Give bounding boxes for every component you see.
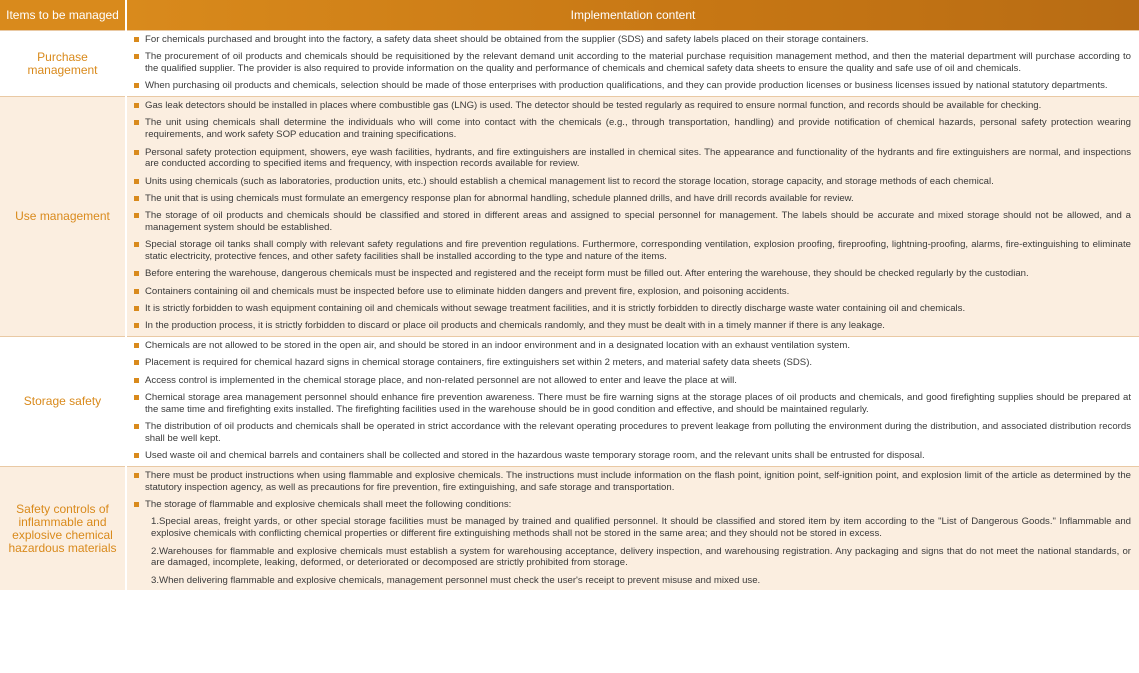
square-bullet-icon [134,103,139,108]
list-item: Containers containing oil and chemicals must be inspected before use to eliminate hidden dangers and prevent fire, explosion, and poisoning accidents. [133,286,1131,298]
list-item: The unit that is using chemicals must formulate an emergency response plan for abnormal handling, schedule planned drills, and have drill records available for review. [133,193,1131,205]
square-bullet-icon [134,213,139,218]
section-row-safety-controls [0,467,1139,591]
list-item: Chemicals are not allowed to be stored in the open air, and should be stored in an indoor environment and in a designated location with an exhaust ventilation system. [133,340,1131,352]
square-bullet-icon [134,395,139,400]
list-item: The storage of oil products and chemicals should be classified and stored in different areas and assigned to special personnel for management. The labels should be accurate and mixed storage should not be allowed, and a management system should be established. [133,210,1131,234]
section-title: Safety controls of inflammable and explosive chemical hazardous materials [0,467,126,591]
square-bullet-icon [134,289,139,294]
item-number: 2. [151,545,160,557]
table-header-row [0,0,1139,31]
list-item: For chemicals purchased and brought into the factory, a safety data sheet should be obtained from the supplier (SDS) and safety labels placed on their storage containers. [133,34,1131,46]
square-bullet-icon [134,378,139,383]
list-item: In the production process, it is strictly forbidden to discard or place oil products and chemicals randomly, and they must be dealt with in a timely manner if there is any leakage. [133,320,1131,332]
section-row-storage [0,337,1139,467]
numbered-item: 1.Special areas, freight yards, or other special storage facilities must be managed by trained and qualified personnel. It should be classified and stored item by item according to the "List of Dangerous Goods." Inflammable and explosive chemicals with conflicting chemical properties or different fire extinguishing methods shall not be stored in the same area; and they should not be stored in excess. [151,516,1131,540]
square-bullet-icon [134,424,139,429]
section-content [126,337,1139,467]
square-bullet-icon [134,120,139,125]
square-bullet-icon [134,343,139,348]
square-bullet-icon [134,306,139,311]
square-bullet-icon [134,242,139,247]
header-implementation-content: Implementation content [126,0,1139,31]
square-bullet-icon [134,502,139,507]
list-item: Personal safety protection equipment, showers, eye wash facilities, hydrants, and fire extinguishers are installed in chemical sites. The appearance and functionality of the hydrants and fire extinguishers are normal, and inspections are conducted according to specified items and frequency, with inspection records available for review. [133,147,1131,171]
section-row-purchase [0,31,1139,97]
square-bullet-icon [134,360,139,365]
list-item: The unit using chemicals shall determine the individuals who will come into contact with the chemicals (e.g., through transportation, handling) and provide notification of chemical hazards, personal safety protection wearing requirements, and work safety SOP education and training specifications. [133,117,1131,141]
header-items-managed: Items to be managed [0,0,126,31]
square-bullet-icon [134,150,139,155]
item-number: 1. [151,516,160,528]
list-item: Before entering the warehouse, dangerous chemicals must be inspected and registered and the receipt form must be filled out. After entering the warehouse, they should be checked regularly by the custodian. [133,268,1131,280]
square-bullet-icon [134,323,139,328]
list-item: When purchasing oil products and chemicals, selection should be made of those enterprises with production qualifications, and they can provide production licenses or business licenses issued by national statutory departments. [133,80,1131,92]
list-item: Placement is required for chemical hazard signs in chemical storage containers, fire extinguishers set within 2 meters, and material safety data sheets (SDS). [133,357,1131,369]
square-bullet-icon [134,83,139,88]
square-bullet-icon [134,37,139,42]
square-bullet-icon [134,473,139,478]
list-item: Units using chemicals (such as laboratories, production units, etc.) should establish a chemical management list to record the storage location, storage capacity, and storage methods of each chemical. [133,176,1131,188]
list-item: Special storage oil tanks shall comply with relevant safety regulations and fire prevention regulations. Furthermore, corresponding ventilation, explosion proofing, fireproofing, lightning-proofing, alarms, fire-extinguishing to eliminate static electricity, protective fences, and other safety facilities shall be installed according to the type and nature of the items. [133,239,1131,263]
square-bullet-icon [134,453,139,458]
list-item: Used waste oil and chemical barrels and containers shall be collected and stored in the hazardous waste temporary storage room, and the relevant units shall be entrusted for disposal. [133,450,1131,462]
numbered-item: 3.When delivering flammable and explosive chemicals, management personnel must check the user's receipt to prevent misuse and mixed use. [151,574,761,586]
square-bullet-icon [134,196,139,201]
list-item: The procurement of oil products and chemicals should be requisitioned by the relevant demand unit according to the material purchase requisition management method, and then the material department will purchase according to the qualified supplier. The provider is also required to provide information on the quality and performance of chemicals and chemical safety data sheets to ensure the quality and safe use of oil and chemicals. [133,51,1131,75]
section-title: Purchase management [0,31,126,97]
square-bullet-icon [134,271,139,276]
section-title: Use management [0,97,126,337]
section-content [126,97,1139,337]
list-item: The distribution of oil products and chemicals shall be operated in strict accordance with the relevant operating procedures to prevent leakage from polluting the environment during the distribution, and associated distribution records shall be well kept. [133,421,1131,445]
list-item: Access control is implemented in the chemical storage place, and non-related personnel are not allowed to enter and leave the place at will. [133,375,1131,387]
numbered-item: 2.Warehouses for flammable and explosive chemicals must establish a system for warehousing acceptance, delivery inspection, and warehousing registration. Any packaging and signs that do not meet the national standards, or are damaged, incomplete, leaking, deformed, or deteriorated or decomposed are strictly prohibited from storage. [151,545,1131,569]
section-content [126,31,1139,97]
list-item: There must be product instructions when using flammable and explosive chemicals. The instructions must include information on the flash point, ignition point, self-ignition point, and explosion limit of the article as determined by the statutory inspection agency, as well as precautions for fire prevention, fire extinguishing, and safe storage and transportation. [133,470,1131,494]
section-row-use [0,97,1139,337]
list-item: Chemical storage area management personnel should enhance fire prevention awareness. There must be fire warning signs at the storage places of oil products and chemicals, and good firefighting supplies should be prepared at the same time and firefighting exits installed. The firefighting facilities used in the warehouse should be in good condition and effective, and should be maintained regularly. [133,392,1131,416]
square-bullet-icon [134,179,139,184]
section-content [126,467,1139,591]
item-number: 3. [151,574,160,586]
list-item: It is strictly forbidden to wash equipment containing oil and chemicals without sewage treatment facilities, and it is strictly forbidden to directly discharge waste water containing oil and chemicals. [133,303,1131,315]
list-item: The storage of flammable and explosive chemicals shall meet the following conditions: [133,499,1131,511]
square-bullet-icon [134,54,139,59]
section-title: Storage safety [0,337,126,467]
list-item: Gas leak detectors should be installed in places where combustible gas (LNG) is used. The detector should be tested regularly as required to ensure normal function, and records should be available for checking. [133,100,1131,112]
